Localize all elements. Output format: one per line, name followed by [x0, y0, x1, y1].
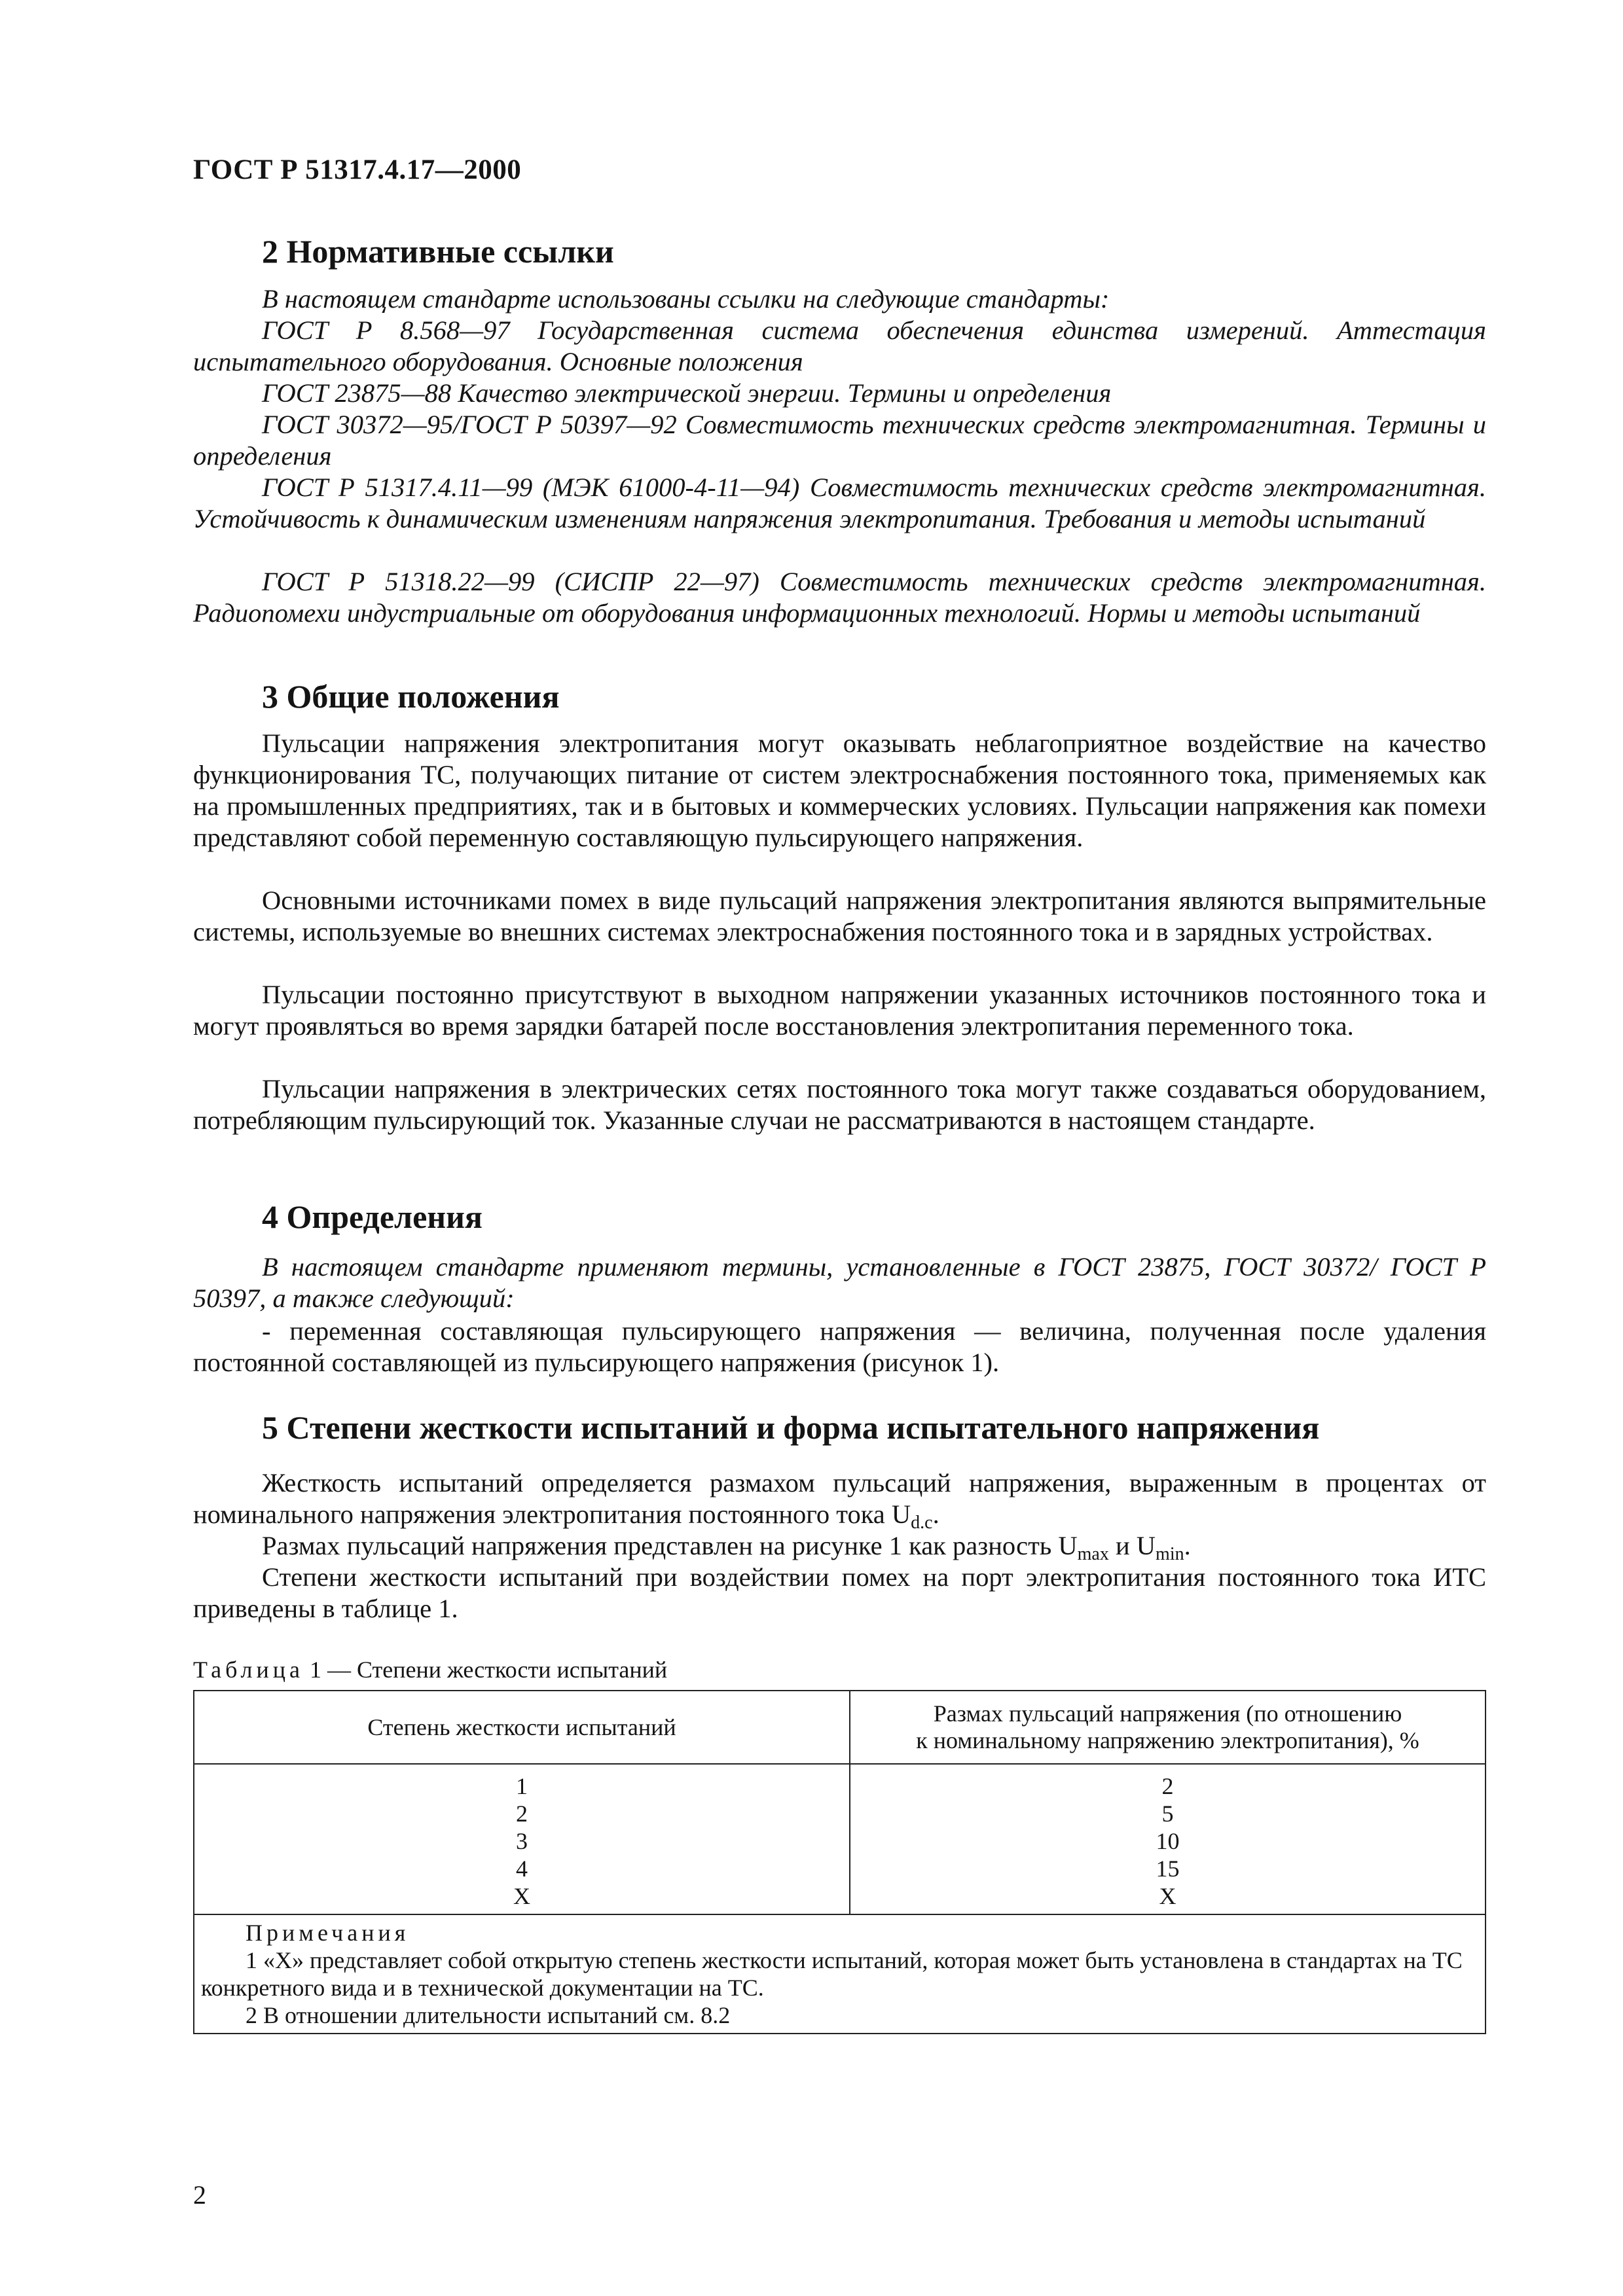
table-header-row: [194, 1691, 1486, 1764]
section-5-para-2: [193, 1530, 1486, 1562]
level-cell: 3: [516, 1828, 528, 1854]
ripple-cell: 15: [1156, 1856, 1180, 1882]
column-header-ripple: [850, 1691, 1486, 1764]
section-2-title: 2 Нормативные ссылки: [262, 233, 614, 270]
reference-5: ГОСТ Р 51318.22—99 (СИСПР 22—97) Совместимость технических средств электромагнитная. Радиопомехи индустриальные от оборудования информационных технологий. Нормы и методы испытаний: [193, 567, 1486, 628]
reference-3: ГОСТ 30372—95/ГОСТ Р 50397—92 Совместимость технических средств электромагнитная. Термины и определения: [193, 410, 1486, 471]
section-5-para-2-text: Размах пульсаций напряжения представлен на рисунке 1 как разность U: [262, 1531, 1078, 1560]
ripple-cell: X: [1159, 1883, 1176, 1909]
page-number: 2: [193, 2180, 206, 2210]
section-4-title: 4 Определения: [262, 1198, 483, 1235]
level-cell: 4: [516, 1856, 528, 1882]
table-notes: [194, 1914, 1486, 2034]
section-5-para-2-end: .: [1184, 1531, 1191, 1560]
note-2: 2 В отношении длительности испытаний см. 8.2: [246, 2002, 731, 2028]
ripple-cell: 5: [1161, 1801, 1174, 1827]
ripple-cell: 10: [1156, 1828, 1180, 1854]
table-1-caption-text: 1 — Степени жесткости испытаний: [303, 1657, 668, 1683]
table-1-caption-label: Таблица: [193, 1657, 304, 1683]
umin-subscript: min: [1156, 1544, 1184, 1564]
udc-subscript: d.c: [911, 1513, 933, 1533]
section-3-title: 3 Общие положения: [262, 678, 560, 715]
section-5-para-1: [193, 1467, 1486, 1533]
section-5-title: 5 Степени жесткости испытаний и форма испытательного напряжения: [262, 1409, 1320, 1446]
section-3-para-1: Пульсации напряжения электропитания могут оказывать неблагоприятное воздействие на качество функционирования ТС, получающих питание от систем электроснабжения постоянного тока, применяемых как на промышленных предприятиях, так и в бытовых и коммерческих условиях. Пульсации напряжения как помехи представляют собой переменную составляющую пульсирующего напряжения.: [193, 728, 1486, 852]
ripple-column: [850, 1764, 1486, 1914]
reference-2: ГОСТ 23875—88 Качество электрической энергии. Термины и определения: [262, 378, 1112, 408]
level-column: [194, 1764, 850, 1914]
note-1: 1 «X» представляет собой открытую степень жесткости испытаний, которая может быть установлена в стандартах на ТС конкретного вида и в технической документации на ТС.: [201, 1947, 1463, 2001]
table-1: [193, 1690, 1486, 2034]
section-3-para-2: Основными источниками помех в виде пульсаций напряжения электропитания являются выпрямительные системы, используемые во внешних системах электроснабжения постоянного тока и в зарядных устройствах.: [193, 886, 1486, 946]
notes-title: Примечания: [246, 1920, 410, 1946]
section-5-para-1-end: .: [932, 1499, 939, 1529]
section-5-para-1-text: Жесткость испытаний определяется размахом пульсаций напряжения, выраженным в процентах от номинального напряжения электропитания постоянного тока U: [193, 1468, 1486, 1529]
reference-1: ГОСТ Р 8.568—97 Государственная система обеспечения единства измерений. Аттестация испытательного оборудования. Основные положения: [193, 315, 1486, 376]
level-cell: 1: [516, 1773, 528, 1799]
column-header-level: Степень жесткости испытаний: [194, 1691, 850, 1764]
section-3-para-4: Пульсации напряжения в электрических сетях постоянного тока могут также создаваться оборудованием, потребляющим пульсирующий ток. Указанные случаи не рассматриваются в настоящем стандарте.: [193, 1074, 1486, 1135]
ripple-cell: 2: [1161, 1773, 1174, 1799]
table-notes-row: [194, 1914, 1486, 2034]
section-3-para-3: Пульсации постоянно присутствуют в выходном напряжении указанных источников постоянного тока и могут проявляться во время зарядки батарей после восстановления электропитания переменного тока.: [193, 980, 1486, 1041]
document-header: ГОСТ Р 51317.4.17—2000: [193, 154, 522, 185]
section-5-para-3: Степени жесткости испытаний при воздействии помех на порт электропитания постоянного тока ИТС приведены в таблице 1.: [193, 1562, 1486, 1623]
table-1-caption: [193, 1656, 667, 1683]
umax-subscript: max: [1077, 1544, 1109, 1564]
level-cell: 2: [516, 1801, 528, 1827]
section-2-intro: В настоящем стандарте использованы ссылки на следующие стандарты:: [262, 284, 1110, 314]
column-header-ripple-line-2: к номинальному напряжению электропитания), %: [916, 1727, 1419, 1753]
reference-4: ГОСТ Р 51317.4.11—99 (МЭК 61000-4-11—94) Совместимость технических средств электромагнитная. Устойчивость к динамическим изменениям напряжения электропитания. Требования и методы испытаний: [193, 473, 1486, 533]
column-header-ripple-line-1: Размах пульсаций напряжения (по отношению: [933, 1700, 1402, 1727]
section-4-definition: - переменная составляющая пульсирующего напряжения — величина, полученная после удаления постоянной составляющей из пульсирующего напряжения (рисунок 1).: [193, 1316, 1486, 1377]
section-5-para-2-mid: и U: [1108, 1531, 1156, 1560]
table-row: [194, 1764, 1486, 1914]
level-cell: X: [513, 1883, 530, 1909]
section-4-intro: В настоящем стандарте применяют термины, установленные в ГОСТ 23875, ГОСТ 30372/ ГОСТ Р 50397, а также следующий:: [193, 1252, 1486, 1313]
